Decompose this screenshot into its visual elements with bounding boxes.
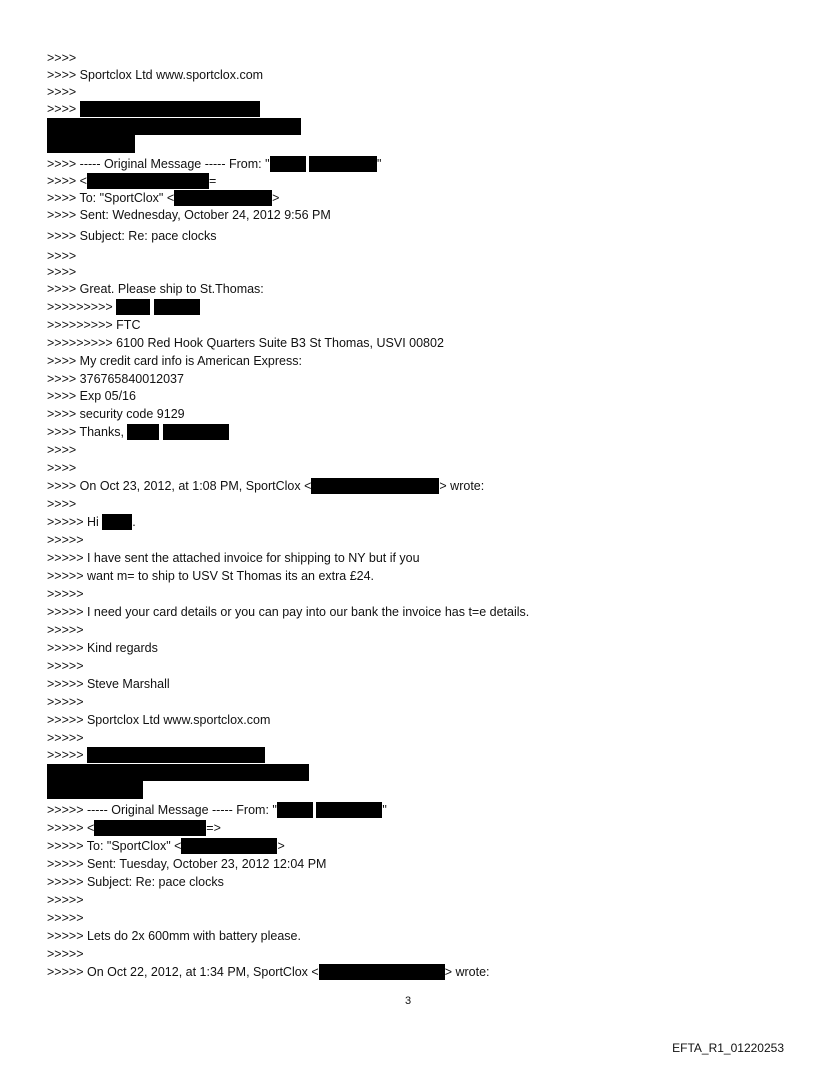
- email-line: [47, 281, 264, 298]
- email-line: [47, 173, 216, 190]
- line-text: >>>>> Sent: Tuesday, October 23, 2012 12:04 PM: [47, 857, 327, 871]
- line-text: >>>>>: [47, 731, 84, 745]
- email-line: [47, 478, 484, 495]
- email-line: [47, 946, 84, 963]
- line-text: >>>>>: [47, 533, 84, 547]
- redaction-block: [47, 118, 301, 135]
- email-line: [47, 460, 76, 477]
- redaction-block: [47, 781, 143, 799]
- line-text: >>>>> ----- Original Message ----- From: ": [47, 803, 277, 817]
- email-line: [47, 496, 76, 513]
- redaction-block: [319, 964, 445, 980]
- line-text: >>>>> Sportclox Ltd www.sportclox.com: [47, 713, 271, 727]
- email-line: [47, 442, 76, 459]
- redaction-block: [309, 156, 377, 172]
- line-text: >>>>>>>>>: [47, 300, 117, 314]
- email-line: [47, 856, 326, 873]
- line-text: >>>>: [47, 265, 77, 279]
- line-text: >>>>> Lets do 2x 600mm with battery please.: [47, 929, 301, 943]
- redaction-block: [174, 190, 272, 206]
- line-text: >>>>: [47, 461, 77, 475]
- page-number: 3: [404, 995, 412, 1007]
- line-text: >>>> 376765840012037: [47, 372, 184, 386]
- line-text: >>>>>: [47, 911, 84, 925]
- line-text: .: [132, 515, 136, 529]
- redaction-block: [102, 514, 132, 530]
- redaction-block: [47, 135, 135, 153]
- line-text: >>>>>>>>> 6100 Red Hook Quarters Suite B3 St Thomas, USVI 00802: [47, 336, 444, 350]
- email-line: [47, 838, 285, 855]
- email-line: [47, 207, 331, 224]
- line-text: >>>> <: [47, 174, 87, 188]
- email-line: [47, 568, 374, 585]
- redaction-block: [163, 424, 229, 440]
- email-line: [47, 424, 229, 441]
- email-line: [47, 802, 387, 819]
- email-line: [47, 820, 221, 837]
- line-text: > wrote:: [444, 965, 490, 979]
- email-line: [47, 84, 76, 101]
- line-text: >>>>>>>>> FTC: [47, 318, 141, 332]
- line-text: >>>> Sent: Wednesday, October 24, 2012 9:56 PM: [47, 208, 331, 222]
- line-text: >>>> Thanks,: [47, 425, 128, 439]
- email-line: [47, 190, 279, 207]
- line-text: >>>>>: [47, 587, 84, 601]
- redaction-block: [47, 764, 309, 781]
- redaction-block: [116, 299, 150, 315]
- line-text: >: [277, 839, 285, 853]
- email-line: [47, 101, 260, 118]
- document-id: EFTA_R1_01220253: [672, 1041, 784, 1055]
- redaction-block: [181, 838, 277, 854]
- email-line: [47, 514, 136, 531]
- line-text: >>>>> Kind regards: [47, 641, 158, 655]
- line-text: >>>>>: [47, 659, 84, 673]
- redaction-block: [277, 802, 313, 818]
- line-text: >>>> My credit card info is American Express:: [47, 354, 302, 368]
- email-line: [47, 50, 76, 67]
- email-line: [47, 658, 84, 675]
- line-text: >>>>> To: "SportClox" <: [47, 839, 182, 853]
- email-line: [47, 335, 444, 352]
- line-text: >>>>>: [47, 748, 87, 762]
- email-line: [47, 248, 76, 265]
- email-line: [47, 388, 136, 405]
- redaction-block: [87, 173, 209, 189]
- line-text: =: [208, 174, 217, 188]
- line-text: ": [377, 157, 382, 171]
- email-line: [47, 694, 84, 711]
- email-line: [47, 747, 265, 764]
- email-line: [47, 928, 301, 945]
- email-line: [47, 712, 270, 729]
- line-text: >>>>> Subject: Re: pace clocks: [47, 875, 224, 889]
- line-text: >>>> security code 9129: [47, 407, 185, 421]
- line-text: >>>>> Hi: [47, 515, 103, 529]
- email-line: [47, 532, 84, 549]
- line-text: >>>> Subject: Re: pace clocks: [47, 229, 217, 243]
- line-text: >>>>> I have sent the attached invoice for shipping to NY but if you: [47, 551, 420, 565]
- email-line: [47, 586, 84, 603]
- email-line: [47, 371, 184, 388]
- redaction-block: [87, 747, 265, 763]
- line-text: ": [382, 803, 387, 817]
- redaction-block: [316, 802, 382, 818]
- line-text: >>>> Great. Please ship to St.Thomas:: [47, 282, 264, 296]
- email-line: [47, 604, 529, 621]
- redaction-block: [311, 478, 439, 494]
- email-line: [47, 874, 224, 891]
- email-line: [47, 406, 185, 423]
- email-line: [47, 964, 490, 981]
- line-text: > wrote:: [439, 479, 485, 493]
- email-line: [47, 264, 76, 281]
- line-text: >>>> To: "SportClox" <: [47, 191, 175, 205]
- line-text: >>>>: [47, 85, 77, 99]
- email-line: [47, 550, 420, 567]
- line-text: >>>>: [47, 249, 77, 263]
- email-line: [47, 156, 381, 173]
- email-line: [47, 910, 84, 927]
- email-line: [47, 892, 84, 909]
- line-text: >>>>> <: [47, 821, 95, 835]
- line-text: >>>>: [47, 443, 77, 457]
- line-text: >>>> Sportclox Ltd www.sportclox.com: [47, 68, 264, 82]
- line-text: >>>> ----- Original Message ----- From: ": [47, 157, 270, 171]
- email-line: [47, 299, 200, 316]
- line-text: >>>>: [47, 102, 80, 116]
- line-text: >>>>>: [47, 695, 84, 709]
- redaction-block: [94, 820, 206, 836]
- line-text: >>>>>: [47, 893, 84, 907]
- line-text: >>>>: [47, 497, 77, 511]
- line-text: >>>>> On Oct 22, 2012, at 1:34 PM, SportClox <: [47, 965, 319, 979]
- line-text: >: [272, 191, 280, 205]
- redaction-block: [270, 156, 306, 172]
- line-text: >>>> Exp 05/16: [47, 389, 136, 403]
- line-text: >>>>>: [47, 947, 84, 961]
- email-line: [47, 676, 170, 693]
- redaction-block: [127, 424, 159, 440]
- line-text: >>>>>: [47, 623, 84, 637]
- redaction-block: [80, 101, 260, 117]
- line-text: >>>>: [47, 51, 77, 65]
- email-line: [47, 67, 263, 84]
- email-line: [47, 622, 84, 639]
- line-text: >>>>> want m= to ship to USV St Thomas its an extra £24.: [47, 569, 375, 583]
- email-line: [47, 317, 140, 334]
- line-text: =>: [206, 821, 221, 835]
- line-text: >>>>> Steve Marshall: [47, 677, 170, 691]
- email-line: [47, 640, 158, 657]
- line-text: >>>>> I need your card details or you can pay into our bank the invoice has t=e details.: [47, 605, 530, 619]
- email-line: [47, 353, 302, 370]
- email-line: [47, 228, 217, 245]
- email-line: [47, 730, 84, 747]
- redaction-block: [154, 299, 200, 315]
- line-text: >>>> On Oct 23, 2012, at 1:08 PM, SportClox <: [47, 479, 312, 493]
